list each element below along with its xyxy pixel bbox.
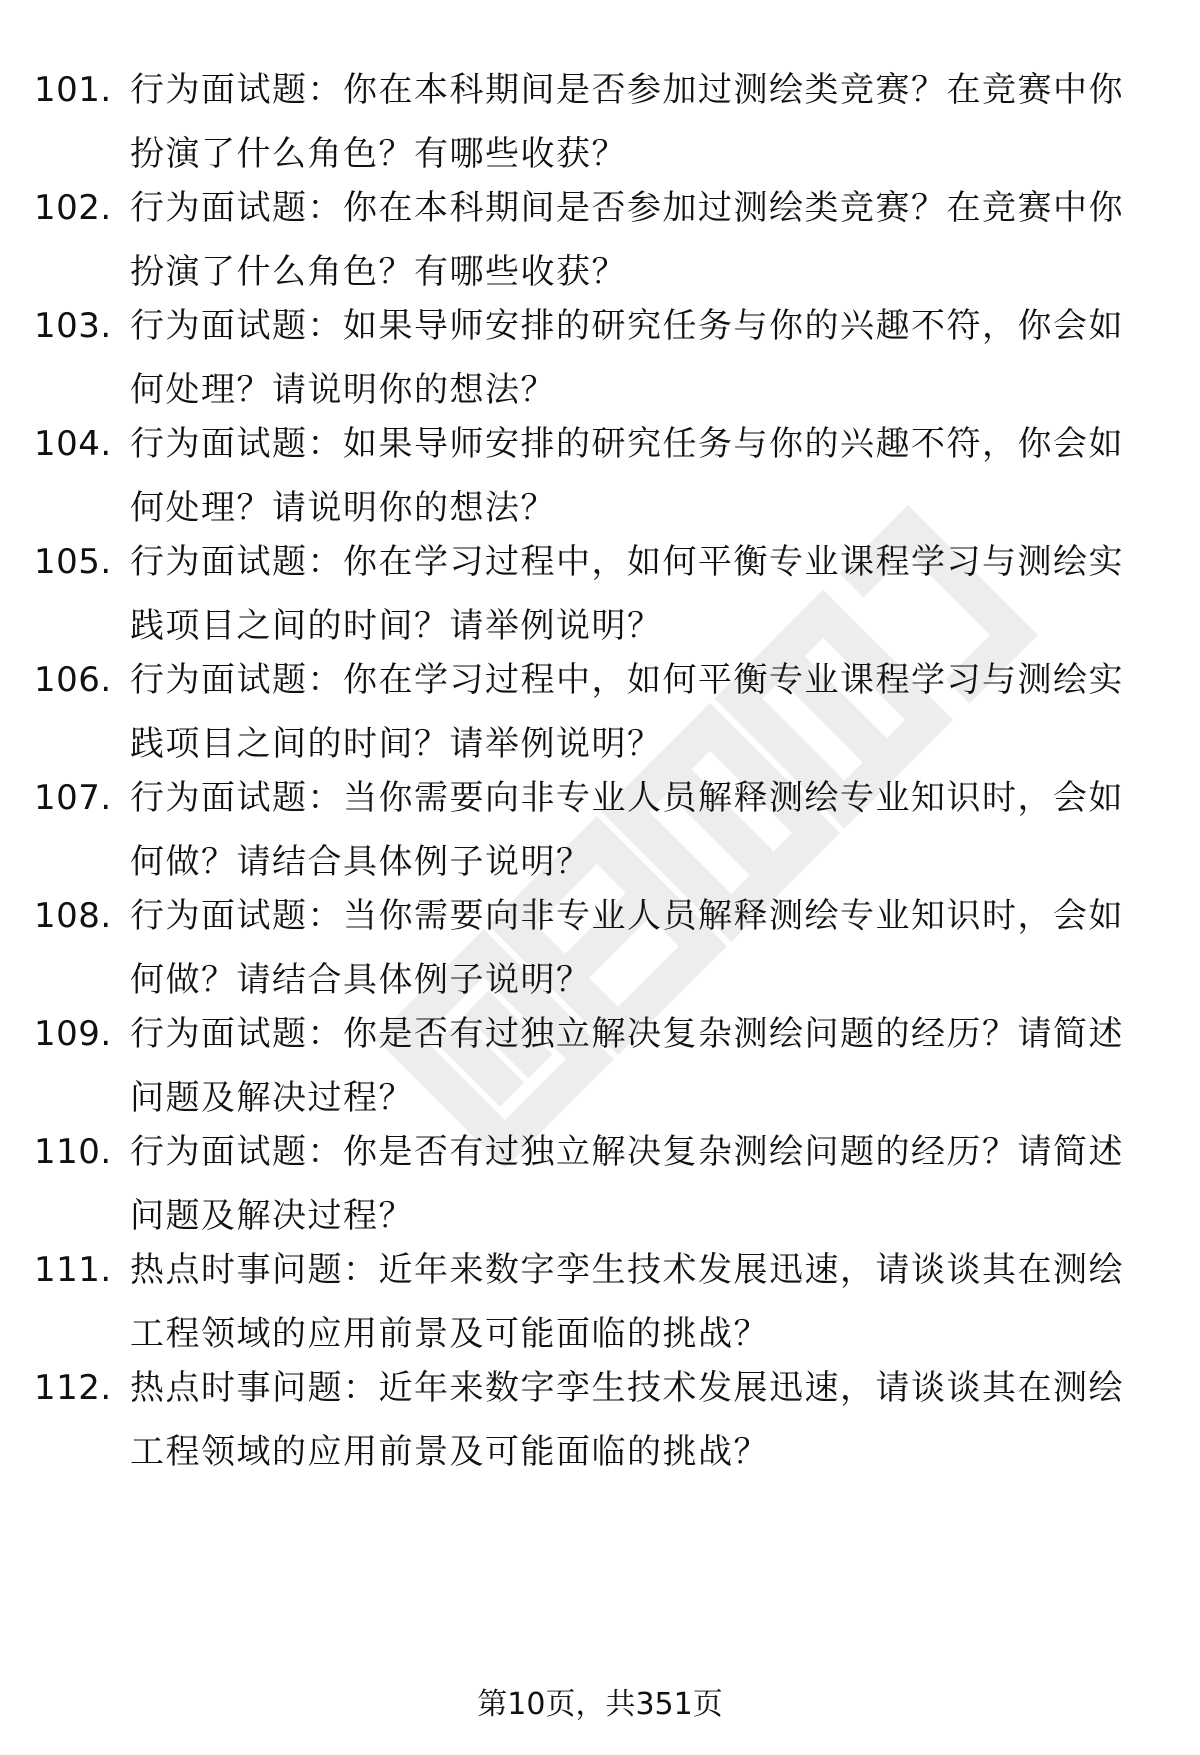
question-text-line: 何处理？请说明你的想法？ <box>130 370 556 410</box>
question-text-line: 热点时事问题：近年来数字孪生技术发展迅速，请谈谈其在测绘 <box>130 1368 1124 1408</box>
question-text-line: 行为面试题：当你需要向非专业人员解释测绘专业知识时，会如 <box>130 778 1124 818</box>
question-number: 106. <box>34 660 112 700</box>
question-text-line: 何处理？请说明你的想法？ <box>130 488 556 528</box>
list-item <box>0 888 1200 1008</box>
question-number: 108. <box>34 896 112 936</box>
question-text-line: 问题及解决过程？ <box>130 1196 414 1236</box>
question-text-line: 工程领域的应用前景及可能面临的挑战？ <box>130 1314 769 1354</box>
list-item <box>0 652 1200 772</box>
list-item <box>0 534 1200 654</box>
question-number: 101. <box>34 70 112 110</box>
page-number-label: 第10页，共351页 <box>477 1687 723 1722</box>
question-text-line: 工程领域的应用前景及可能面临的挑战？ <box>130 1432 769 1472</box>
question-text-line: 行为面试题：你是否有过独立解决复杂测绘问题的经历？请简述 <box>130 1014 1124 1054</box>
list-item <box>0 180 1200 300</box>
question-text-line: 扮演了什么角色？有哪些收获？ <box>130 252 627 292</box>
list-item <box>0 1006 1200 1126</box>
question-text-line: 行为面试题：当你需要向非专业人员解释测绘专业知识时，会如 <box>130 896 1124 936</box>
page-footer <box>0 1683 1200 1727</box>
question-number: 109. <box>34 1014 112 1054</box>
list-item <box>0 416 1200 536</box>
question-text-line: 行为面试题：你在本科期间是否参加过测绘类竞赛？在竞赛中你 <box>130 188 1124 228</box>
list-item <box>0 1124 1200 1244</box>
question-text-line: 行为面试题：如果导师安排的研究任务与你的兴趣不符，你会如 <box>130 424 1124 464</box>
question-number: 103. <box>34 306 112 346</box>
list-item <box>0 1242 1200 1362</box>
list-item <box>0 298 1200 418</box>
question-text-line: 践项目之间的时间？请举例说明？ <box>130 606 663 646</box>
question-number: 105. <box>34 542 112 582</box>
question-number: 110. <box>34 1132 112 1172</box>
question-text-line: 问题及解决过程？ <box>130 1078 414 1118</box>
question-text-line: 行为面试题：你在学习过程中，如何平衡专业课程学习与测绘实 <box>130 660 1124 700</box>
question-text-line: 行为面试题：你是否有过独立解决复杂测绘问题的经历？请简述 <box>130 1132 1124 1172</box>
question-text-line: 何做？请结合具体例子说明？ <box>130 842 592 882</box>
question-number: 102. <box>34 188 112 228</box>
question-text-line: 扮演了什么角色？有哪些收获？ <box>130 134 627 174</box>
list-item <box>0 1360 1200 1480</box>
question-number: 107. <box>34 778 112 818</box>
question-number: 111. <box>34 1250 112 1290</box>
question-number: 112. <box>34 1368 112 1408</box>
question-text-line: 行为面试题：你在学习过程中，如何平衡专业课程学习与测绘实 <box>130 542 1124 582</box>
question-number: 104. <box>34 424 112 464</box>
list-item <box>0 62 1200 182</box>
question-text-line: 践项目之间的时间？请举例说明？ <box>130 724 663 764</box>
question-text-line: 何做？请结合具体例子说明？ <box>130 960 592 1000</box>
list-item <box>0 770 1200 890</box>
question-text-line: 热点时事问题：近年来数字孪生技术发展迅速，请谈谈其在测绘 <box>130 1250 1124 1290</box>
question-text-line: 行为面试题：你在本科期间是否参加过测绘类竞赛？在竞赛中你 <box>130 70 1124 110</box>
question-text-line: 行为面试题：如果导师安排的研究任务与你的兴趣不符，你会如 <box>130 306 1124 346</box>
